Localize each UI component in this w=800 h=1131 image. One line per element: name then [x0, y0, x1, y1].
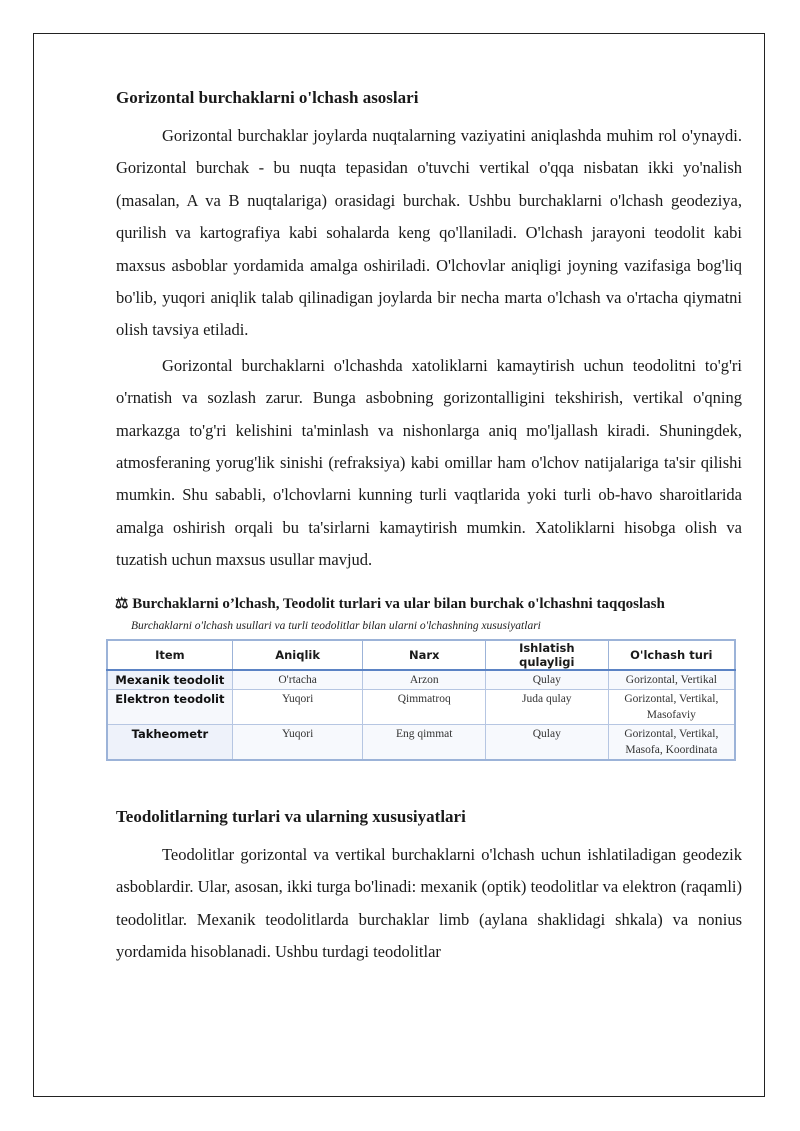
table-cell: Mexanik teodolit	[107, 670, 232, 690]
column-header: Aniqlik	[232, 640, 363, 670]
table-cell: O'rtacha	[232, 670, 363, 690]
document-body	[116, 84, 742, 971]
column-header: Narx	[363, 640, 485, 670]
table-header-row	[107, 640, 735, 670]
table-cell: Arzon	[363, 670, 485, 690]
section-title: Gorizontal burchaklarni o'lchash asoslari	[116, 88, 419, 107]
table-cell: Gorizontal, Vertikal	[608, 670, 735, 690]
table-cell: Yuqori	[232, 724, 363, 760]
table-cell: Takheometr	[107, 724, 232, 760]
paragraph: Teodolitlar gorizontal va vertikal burchaklarni o'lchash uchun ishlatiladigan geodezik asboblardir. Ular, asosan, ikki turga bo'linadi: mexanik (optik) teodolitlar va elektron (raqamli) teodolitlar. Mexanik teodolitlarda burchaklar limb (aylana shaklidagi shkala) va nonius yordamida hisoblanadi. Ushbu turdagi teodolitlar	[116, 844, 742, 961]
table-cell: Qulay	[485, 670, 608, 690]
table-cell: Gorizontal, Vertikal, Masofaviy	[608, 689, 735, 724]
table-cell: Juda qulay	[485, 689, 608, 724]
paragraph: Gorizontal burchaklarni o'lchashda xatoliklarni kamaytirish uchun teodolitni to'g'ri o'rnatish va sozlash zarur. Bunga asbobning gorizontalligini tekshirish, vertikal o'qning markazga to'g'ri kelishini ta'minlash va nishonlarga aniq mo'ljallash kiradi. Shuningdek, atmosferaning yorug'lik sinishi (refraksiya) kabi omillar ham o'lchov natijalariga ta'sir qilishi mumkin. Shu sababli, o'lchovlarni kunning turli vaqtlarida yoki turli ob-havo sharoitlarida amalga oshirish orqali bu ta'sirlarni kamaytirish mumkin. Xatoliklarni hisobga olish va tuzatish uchun maxsus usullar mavjud.	[116, 355, 742, 570]
table-cell: Yuqori	[232, 689, 363, 724]
comparison-table	[106, 639, 736, 761]
table-row	[107, 670, 735, 690]
table-cell: Elektron teodolit	[107, 689, 232, 724]
table-caption: ⚖ Burchaklarni o’lchash, Teodolit turlari va ular bilan burchak o'lchashni taqqoslash	[115, 595, 665, 612]
table-cell: Gorizontal, Vertikal, Masofa, Koordinata	[608, 724, 735, 760]
table-row	[107, 689, 735, 724]
paragraph: Gorizontal burchaklar joylarda nuqtalarning vaziyatini aniqlashda muhim rol o'ynaydi. Gorizontal burchak - bu nuqta tepasidan o'tuvchi vertikal o'qqa nisbatan ikki yo'nalish (masalan, A va B nuqtalariga) orasidagi burchak. Ushbu burchaklarni o'lchash geodeziya, qurilish va kartografiya kabi sohalarda keng qo'llaniladi. O'lchash jarayoni teodolit kabi maxsus asboblar yordamida amalga oshiriladi. O'lchovlar aniqligi joyning vazifasiga bog'liq bo'lib, yuqori aniqlik talab qilinadigan joylarda bir necha marta o'lchash va o'rtacha qiymatni olish tavsiya etiladi.	[116, 126, 742, 340]
column-header: O'lchash turi	[608, 640, 735, 670]
section-2	[116, 803, 742, 969]
table-cell: Qimmatroq	[363, 689, 485, 724]
table-cell: Qulay	[485, 724, 608, 760]
table-subtitle: Burchaklarni o'lchash usullari va turli teodolitlar bilan ularni o'lchashning xususiyatlari	[131, 619, 541, 632]
section-title: Teodolitlarning turlari va ularning xususiyatlari	[116, 806, 466, 826]
column-header: Ishlatish qulayligi	[485, 640, 608, 670]
table-cell: Eng qimmat	[363, 724, 485, 760]
column-header: Item	[107, 640, 232, 670]
table-row	[107, 724, 735, 760]
